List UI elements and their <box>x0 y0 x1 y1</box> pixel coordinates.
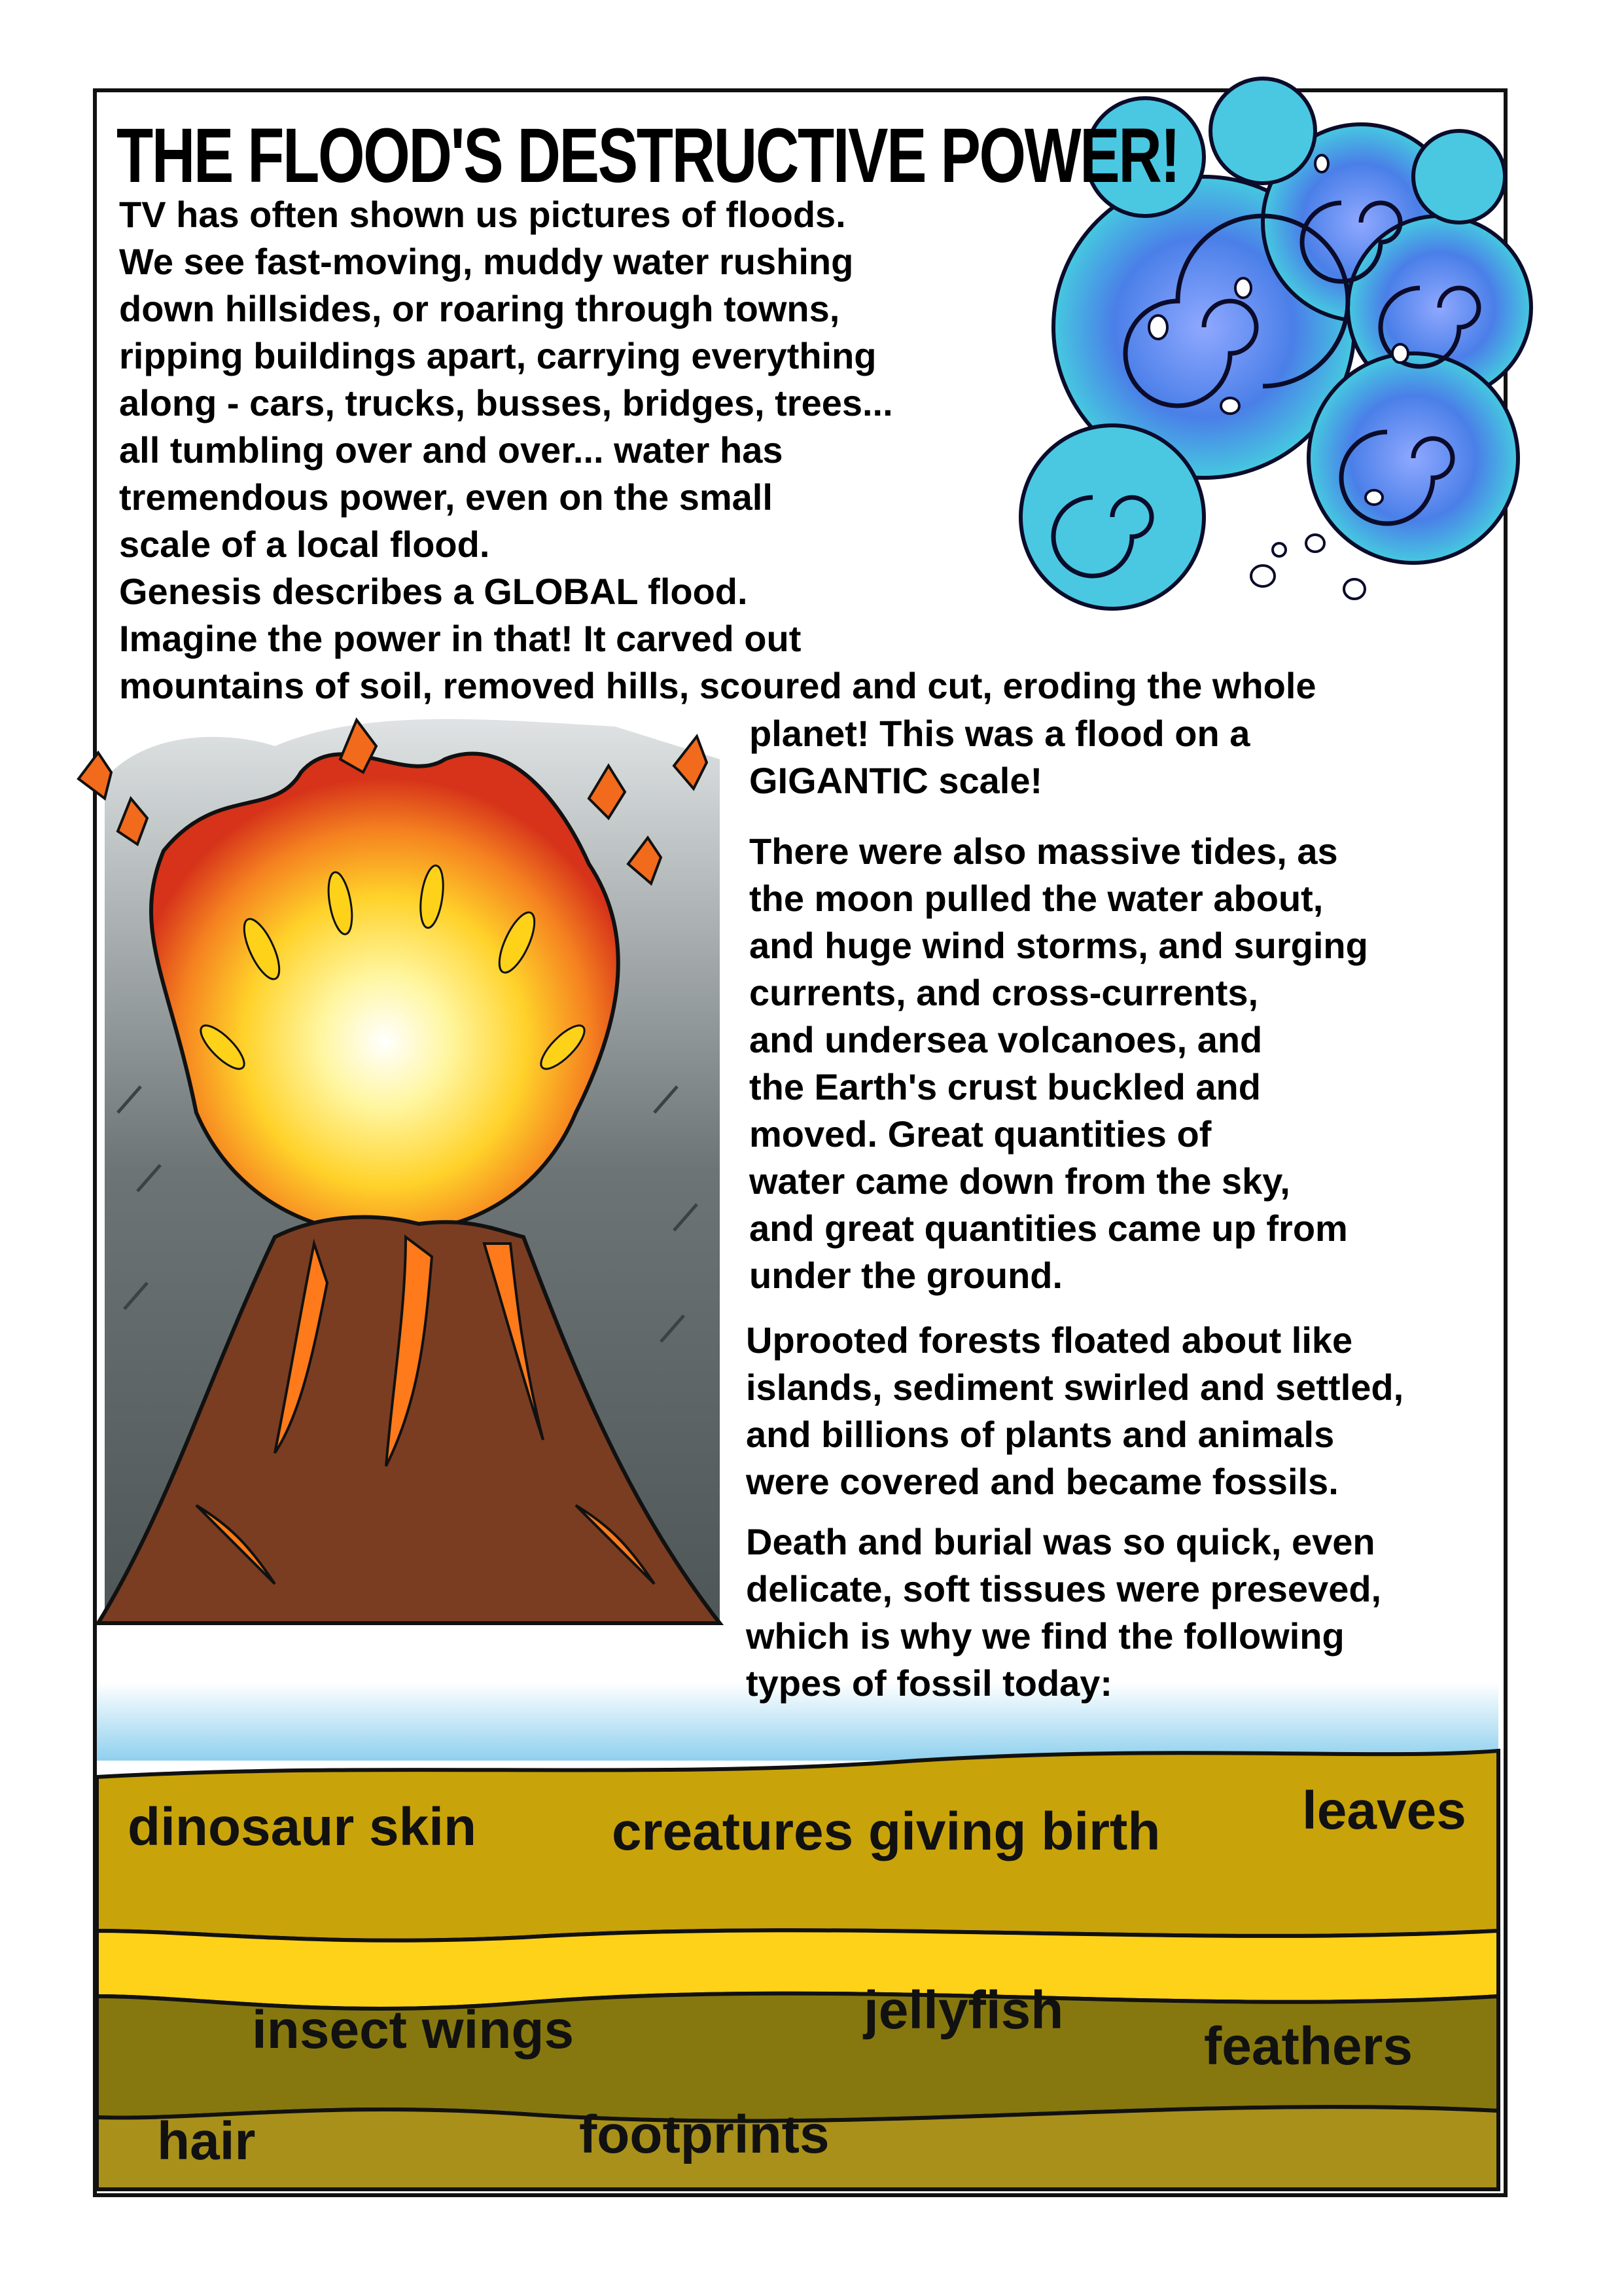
forests-paragraph: Uprooted forests floated about like islands, sediment swirled and settled, and billions of plants and animals were covered and became fossils. <box>746 1319 1404 1502</box>
planet-paragraph: planet! This was a flood on a GIGANTIC scale! <box>749 713 1250 801</box>
page-title: THE FLOOD'S DESTRUCTIVE POWER! <box>116 113 1179 199</box>
fossil-label-insect-wings: insect wings <box>252 2000 574 2060</box>
fossil-label-dinosaur-skin: dinosaur skin <box>128 1797 477 1857</box>
fossil-label-footprints: footprints <box>579 2105 830 2164</box>
carved-paragraph: mountains of soil, removed hills, scoured and cut, eroding the whole <box>119 665 1316 706</box>
tides-paragraph: There were also massive tides, as the moon pulled the water about, and huge wind storms, and surging currents, and cross-currents, and undersea volcanoes, and the Earth's crust buckled and moved. Great quantities of water came down from the sky, and great quantities came up from under the ground. <box>749 831 1368 1296</box>
fossil-label-hair: hair <box>157 2111 256 2171</box>
death-paragraph: Death and burial was so quick, even delicate, soft tissues were preseved, which is why we find the following types of fossil today: <box>746 1521 1382 1704</box>
fossil-label-creatures-giving-birth: creatures giving birth <box>612 1802 1161 1861</box>
fossil-label-feathers: feathers <box>1204 2017 1413 2076</box>
intro-paragraph: TV has often shown us pictures of floods. We see fast-moving, muddy water rushing down hillsides, or roaring through towns, ripping buildings apart, carrying everything along - cars, trucks, busses, bridges, trees... all tumbling over and over... water has tremendous power, even on the small scale of a local flood. Genesis describes a GLOBAL flood. Imagine the power in that! It carved out <box>119 194 893 659</box>
fossil-label-jellyfish: jellyfish <box>864 1981 1064 2040</box>
fossil-label-leaves: leaves <box>1302 1781 1466 1840</box>
volcano-illustration <box>79 719 720 1623</box>
